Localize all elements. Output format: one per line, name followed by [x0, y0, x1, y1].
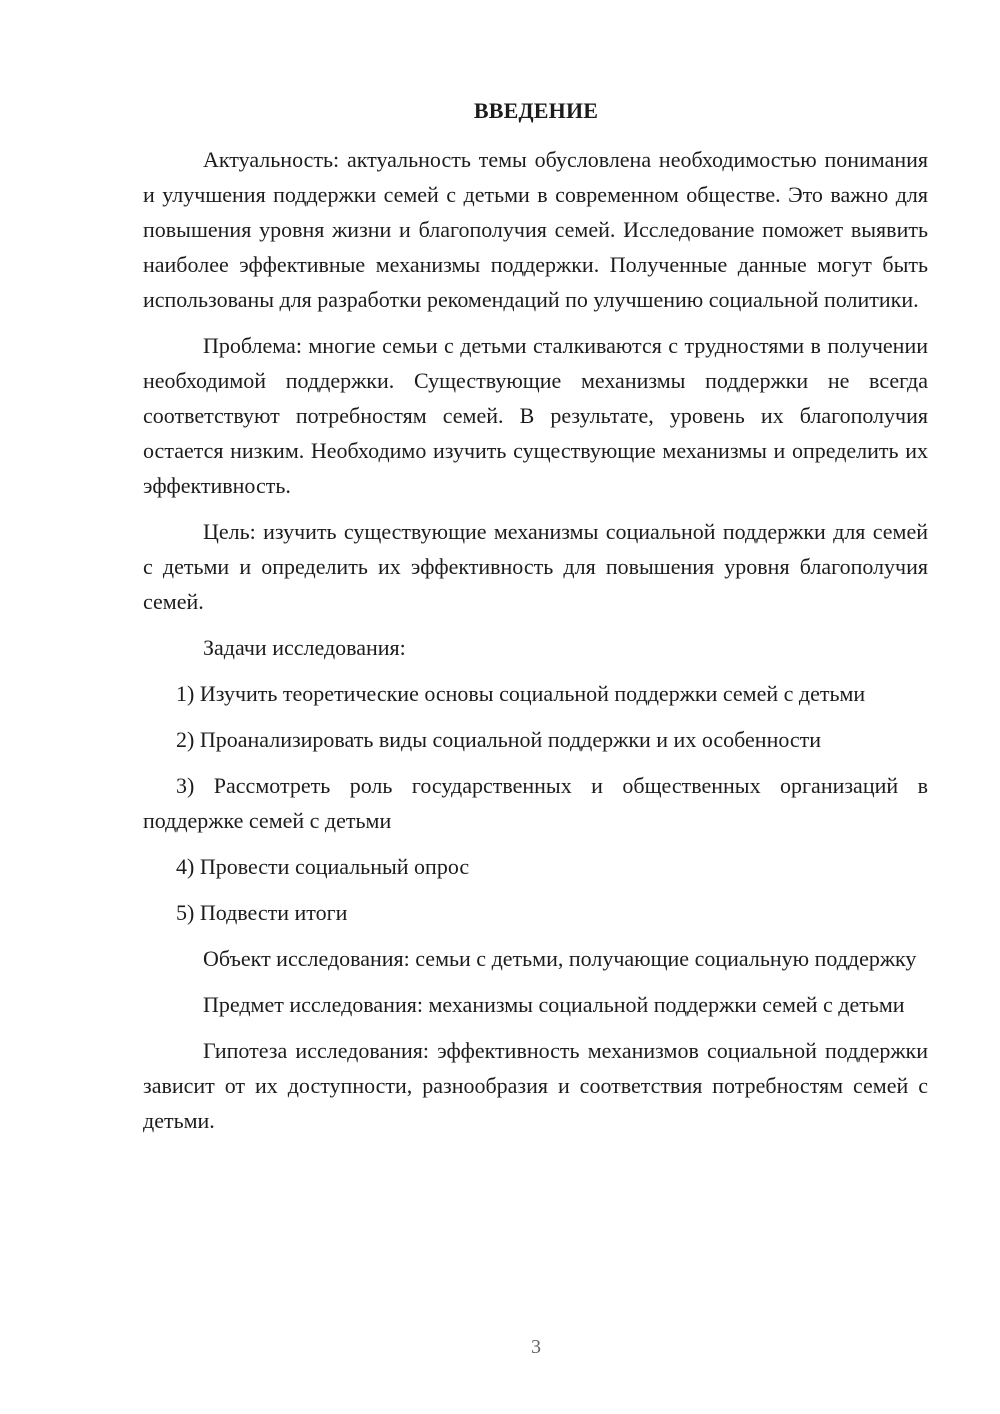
paragraph-problem: Проблема: многие семьи с детьми сталкиваются с трудностями в получении необходимой поддержки. Существующие механизмы поддержки не всегда соответствуют потребностям семей. В результате, уровень их благополучия остается низким. Необходимо изучить существующие механизмы и определить их эффективность. [143, 333, 928, 498]
paragraph-tasks-title: Задачи исследования: [203, 635, 406, 660]
paragraph-subject: Предмет исследования: механизмы социальной поддержки семей с детьми [203, 992, 905, 1017]
page-number: 3 [531, 1336, 541, 1358]
task-item-4: 4) Провести социальный опрос [176, 854, 470, 879]
paragraph-hypothesis: Гипотеза исследования: эффективность механизмов социальной поддержки зависит от их доступности, разнообразия и соответствия потребностям семей с детьми. [143, 1038, 928, 1133]
task-item-3: 3) Рассмотреть роль государственных и общественных организаций в поддержке семей с детьми [143, 773, 928, 833]
task-item-5: 5) Подвести итоги [176, 900, 348, 925]
body-text [143, 142, 928, 1138]
paragraph-relevance: Актуальность: актуальность темы обусловлена необходимостью понимания и улучшения поддержки семей с детьми в современном обществе. Это важно для повышения уровня жизни и благополучия семей. Исследование поможет выявить наиболее эффективные механизмы поддержки. Полученные данные могут быть использованы для разработки рекомендаций по улучшению социальной политики. [143, 147, 928, 312]
section-heading: ВВЕДЕНИЕ [473, 98, 599, 123]
paragraph-goal: Цель: изучить существующие механизмы социальной поддержки для семей с детьми и определить их эффективность для повышения уровня благополучия семей. [143, 519, 928, 614]
task-item-1: 1) Изучить теоретические основы социальной поддержки семей с детьми [176, 681, 866, 706]
paragraph-object: Объект исследования: семьи с детьми, получающие социальную поддержку [203, 946, 917, 971]
task-item-2: 2) Проанализировать виды социальной поддержки и их особенности [176, 727, 822, 752]
